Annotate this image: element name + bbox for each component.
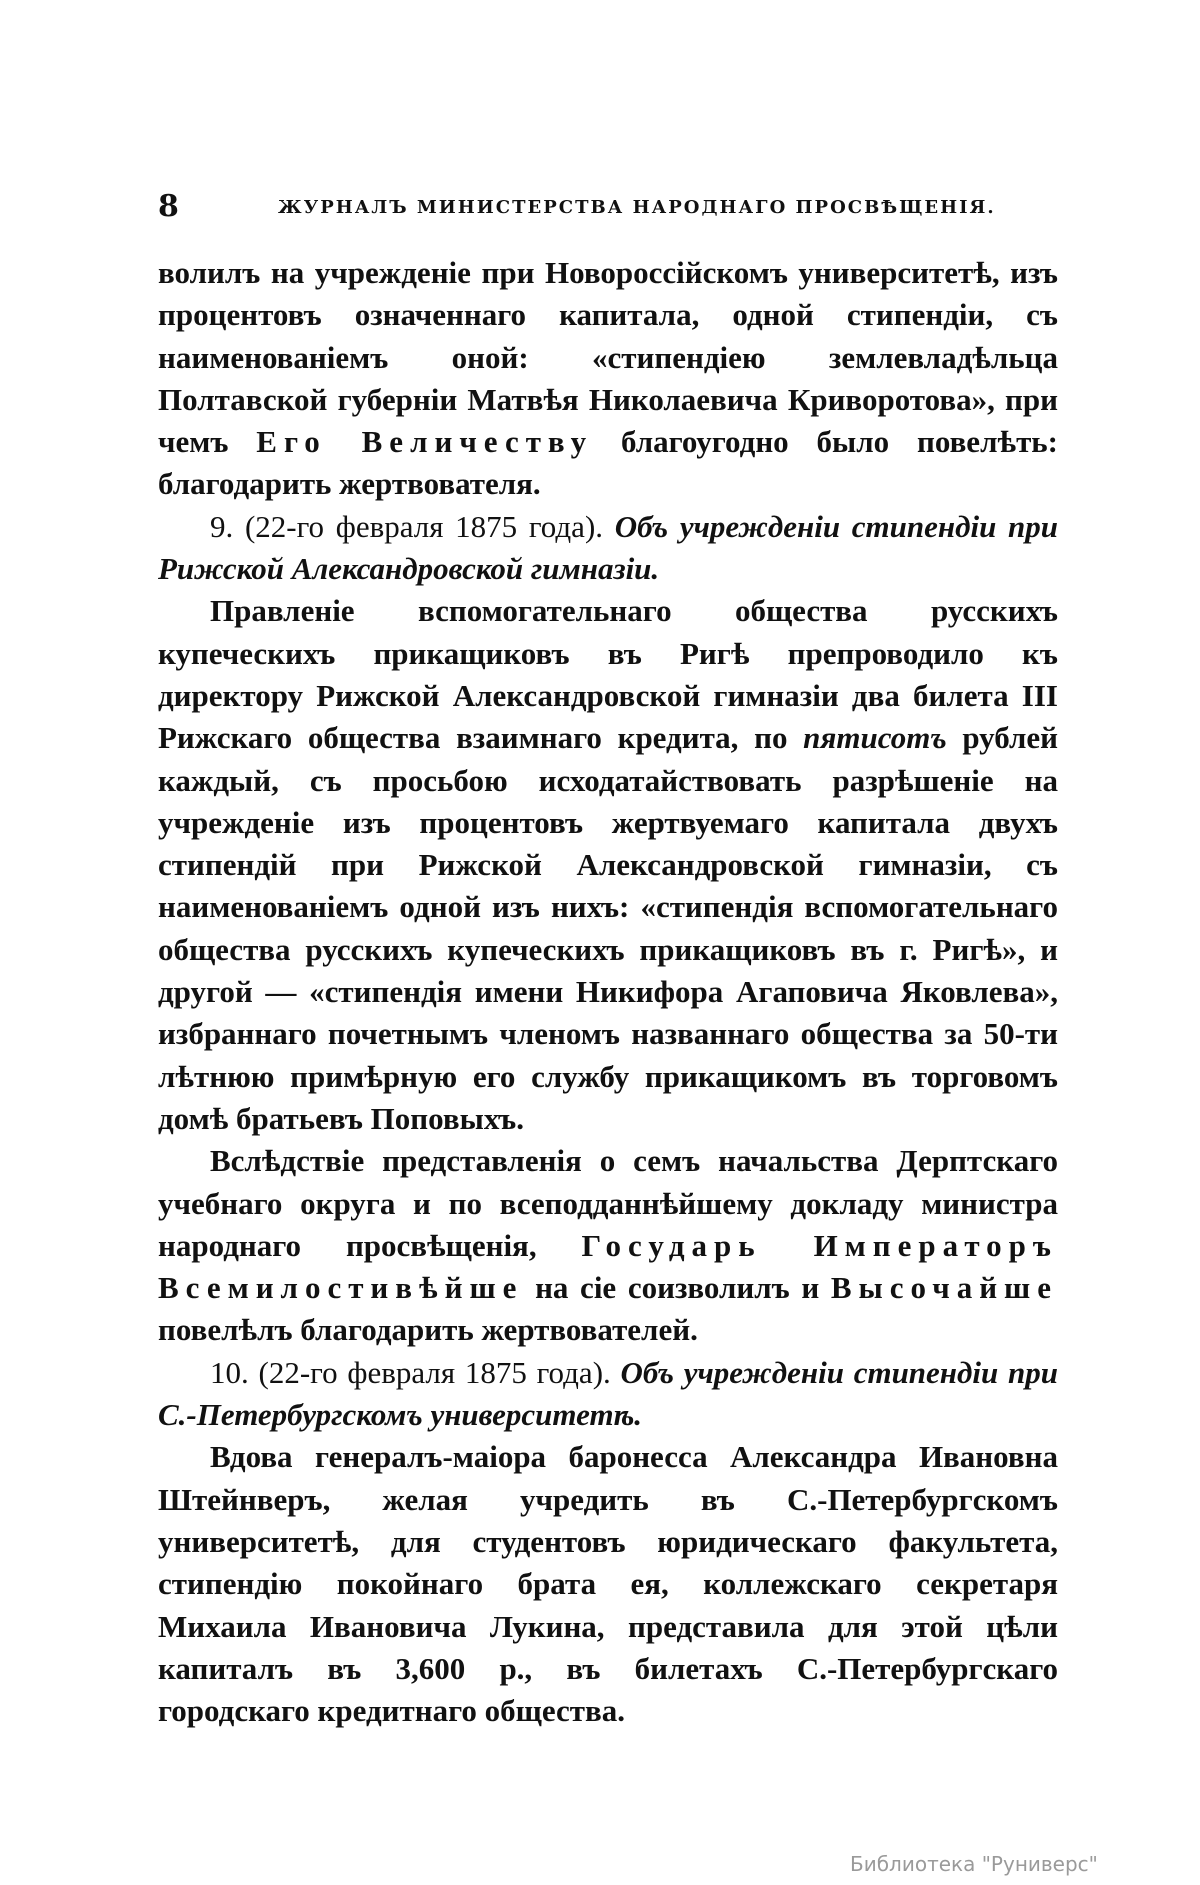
paragraph-text: волилъ на учрежденіе при Новороссійскомъ университетѣ, изъ процентовъ означеннаго капитала, одной стипендіи, съ наименованіемъ оной: «стипендіею землевладѣльца Полтавской губерніи Матвѣя Николаевича Криворотова», при чемъ [158, 255, 1058, 460]
spaced-title-text: Высочайше [830, 1270, 1058, 1306]
running-head [158, 190, 1058, 230]
section-title: Объ учрежденіи стипендіи при Рижской Александровской гимназіи. [158, 508, 1058, 587]
paragraph-text: на сіе соизволилъ и [523, 1270, 831, 1306]
paragraph-text: повелѣлъ благодарить жертвователей. [158, 1312, 698, 1348]
paragraph-text: Вслѣдствіе представленія о семъ начальства Дерптскаго учебнаго округа и по всеподданнѣйшему докладу министра народнаго просвѣщенія, [158, 1143, 1058, 1263]
section-number: 9. (22-го февраля 1875 года). [210, 508, 604, 544]
paragraph-text: Правленіе вспомогательнаго общества русскихъ купеческихъ прикащиковъ въ Ригѣ препроводило къ директору Рижской Александровской гимназіи два билета III Рижскаго общества взаимнаго кредита, по [158, 593, 1058, 756]
spaced-title-text: Государь Императоръ Всемилостивѣйше [158, 1227, 1058, 1306]
spaced-title-text: Его Величеству [256, 424, 594, 460]
page-number: 8 [158, 189, 179, 224]
journal-title: ЖУРНАЛЪ МИНИСТЕРСТВА НАРОДНАГО ПРОСВѢЩЕНІЯ. [278, 197, 996, 218]
library-watermark: Библиотека "Руниверс" [850, 1852, 1098, 1876]
paragraph-9-decision [158, 1140, 1058, 1351]
section-number: 10. (22-го февраля 1875 года). [210, 1354, 611, 1390]
paragraph-continuation [158, 252, 1058, 506]
section-heading-9 [158, 506, 1058, 591]
body-text [158, 252, 1058, 1732]
paragraph-9-body [158, 590, 1058, 1140]
paragraph-text: Вдова генералъ-маіора баронесса Александра Ивановна Штейнверъ, желая учредить въ С.-Петербургскомъ университетѣ, для студентовъ юридическаго факультета, стипендію покойнаго брата ея, коллежскаго секретаря Михаила Ивановича Лукина, представила для этой цѣли капиталъ въ 3,600 р., въ билетахъ С.-Петербургскаго городскаго кредитнаго общества. [158, 1439, 1058, 1729]
paragraph-10-body [158, 1436, 1058, 1732]
section-heading-10 [158, 1352, 1058, 1437]
paragraph-text: рублей каждый, съ просьбою исходатайствовать разрѣшеніе на учрежденіе изъ процентовъ жертвуемаго капитала двухъ стипендій при Рижской Александровской гимназіи, съ наименованіемъ одной изъ нихъ: «стипендія вспомогательнаго общества русскихъ купеческихъ прикащиковъ въ г. Ригѣ», и другой — «стипендія имени Никифора Агаповича Яковлева», избраннаго почетнымъ членомъ названнаго общества за 50-ти лѣтнюю примѣрную его службу прикащикомъ въ торговомъ домѣ братьевъ Поповыхъ. [158, 720, 1058, 1136]
paragraph-text: благоугодно было повелѣть: благодарить жертвователя. [158, 424, 1059, 502]
section-title: Объ учрежденіи стипендіи при С.-Петербургскомъ университетѣ. [158, 1354, 1058, 1433]
italic-word: пятисотъ [803, 720, 947, 756]
